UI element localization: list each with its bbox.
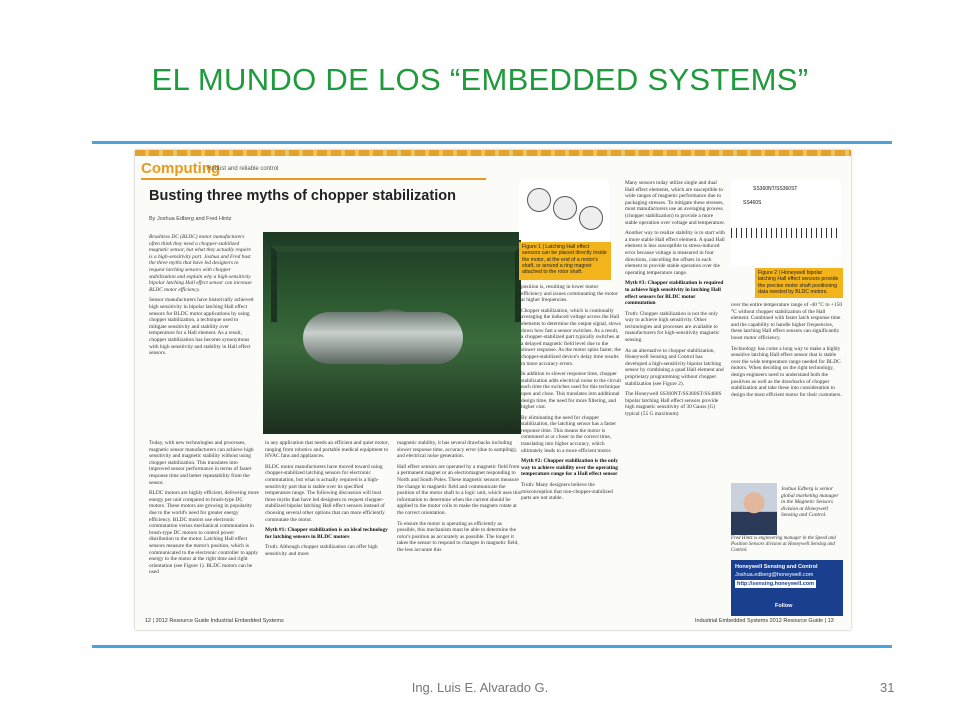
lead-text: Brushless DC (BLDC) motor manufacturers often think they need a chopper-stabilized magnetic sensor, but what they actually require is a high-sensitivity part. Joshua and Fred bust the three myths that have led designers to request latching sensors with chopper stabilization and explain why a high-sensitivity bipolar latching Hall effect sensor can increase BLDC motor efficiency. (149, 234, 252, 293)
body-paragraph: As an alternative to chopper stabilization, Honeywell Sensing and Control has developed a high-sensitivity bipolar latching sensor by combining a quad Hall element and proprietary programming without chopper stabilization (see Figure 2). (625, 347, 724, 387)
section-label: Computing (141, 160, 221, 177)
magazine-top-bar (135, 150, 851, 156)
figure-2-caption: Figure 2 | Honeywell bipolar latching Hall effect sensors provide the precise motor shaft positioning data needed by BLDC motors. (755, 268, 843, 298)
page-footer-right: Industrial Embedded Systems 2012 Resource Guide | 13 (695, 618, 834, 624)
body-paragraph: Many sensors today utilize single and dual Hall effect elements, which are susceptible to wide ranges of magnetic performance due to packaging stresses. To mitigate these stresses, most manufacturers use an averaging process (chopper stabilization) to provide a more stable operation over voltage and temperature. (625, 180, 725, 226)
section-sub: Robust and reliable control (207, 166, 279, 172)
sensor-disc-icon (579, 206, 603, 230)
author-2-bio: Fred Hintz is engineering manager in the Speed and Position Sensors division at Honeywell Sensing and Control. (731, 536, 836, 553)
article-byline: By Joshua Edberg and Fred Hintz (149, 216, 232, 222)
myth-3-heading: Myth #3: Chopper stabilization is required to achieve high sensitivity in latching Hall effect sensors for BLDC motor commutation (625, 280, 724, 307)
column-1 (149, 234, 255, 361)
section-rule (141, 178, 486, 180)
body-paragraph: By eliminating the need for chopper stabilization, the latching sensor has a faster response time. This means the motor is commuted at or closer to the correct time, translating into higher accuracy, which ultimately leads to a more efficient motor. (521, 414, 617, 454)
body-paragraph: over the entire temperature range of -40 °C to +150 °C without chopper stabilization of the Hall element. Combined with faster latch response time and the capability to handle higher frequencies, these latching Hall effect sensors can significantly boost motor efficiency. (731, 302, 843, 341)
body-paragraph: To ensure the motor is operating as efficiently as possible, this mechanism must be able to determine the rotor's position as accurately as possible. The longer it takes the sensor to respond to changes in magnetic field, the less accurate this (397, 520, 519, 553)
footer-page-number: 31 (880, 680, 895, 695)
author-1-bio: Joshua Edberg is senior global marketing manager in the Magnetic Sensors division at Honeywell Sensing and Control. (781, 486, 839, 519)
slide-title: EL MUNDO DE LOS “EMBEDDED SYSTEMS” (151, 62, 809, 97)
body-paragraph: Another way to realize stability is to start with a more stable Hall effect element. A quad Hall element is less susceptible to stress-induced error because voltage is measured in four directions, cancelling the offsets in each element to provide stable operation over the operating temperature range. (625, 230, 726, 276)
body-paragraph: BLDC motors are highly efficient, delivering more energy per unit compared to brush-type DC motors. These motors are growing in popularity due to the world's need for greater energy efficiency. BLDC motors use electronic commutation versus mechanical commutation in brush-type DC motors to control power distribution to the motor. Latching Hall effect sensors measure the motor's position, which is communicated to the electronic controller to apply energy to the motor at the right time and right orientation (see Figure 1). BLDC motors can be used (149, 490, 259, 576)
column-4 (521, 284, 621, 506)
ruler-ticks (731, 228, 841, 238)
sensor-disc-icon (553, 196, 577, 220)
promo-url: http://sensing.honeywell.com (737, 581, 815, 587)
motor-factory-photo (263, 232, 521, 434)
figure-1-image (519, 180, 609, 240)
motor-drum (303, 312, 463, 364)
machine-frame (271, 246, 521, 322)
author-photo (731, 483, 777, 535)
column-1b (149, 440, 259, 580)
body-paragraph: Chopper stabilization, which is continually averaging the induced voltage across the Hall elements to determine the output signal, slows down how fast a sensor switches. As a result, a chopper-stabilized part typically switches at a delayed magnetic field level due to the slower response. As the motor spins faster, the chopper-stabilized device's delay time results in more accuracy errors. (521, 307, 621, 367)
page-footer-left: 12 | 2012 Resource Guide Industrial Embedded Systems (145, 618, 284, 624)
body-paragraph: Technology has come a long way to make a highly sensitive latching Hall effect sensor that is stable over the wide temperature range needed for BLDC motors. When deciding on the right technology, design engineers need to understand both the positives as well as the drawbacks of chopper stabilization and take these into consideration to design the most efficient motor for their customers. (731, 345, 842, 398)
body-paragraph: Today, with new technologies and processes, magnetic sensor manufacturers can achieve high sensitivity and magnetic stability without using chopper stabilization. This translates into improved sensor performance in terms of faster response time and better repeatability from the sensor. (149, 440, 254, 486)
figure-2-part-label: SS360NT/SS360ST (753, 186, 798, 192)
figure-2-part-label: SS460S (743, 200, 762, 206)
top-divider (92, 141, 892, 144)
promo-email: Joshua.edberg@honeywell.com (735, 572, 814, 578)
figure-2-image (731, 180, 841, 266)
bottom-divider (92, 645, 892, 648)
column-2 (265, 440, 389, 562)
myth-1-truth: Truth: Although chopper stabilization can offer high sensitivity and more (265, 544, 378, 557)
body-paragraph: position is, resulting in lower motor efficiency and issues commutating the motor at higher frequencies. (521, 284, 618, 304)
honeywell-contact-box (731, 560, 843, 616)
myth-3-truth: Truth: Chopper stabilization is not the only way to achieve high sensitivity. Other technologies and processes are available to manufacturers for high-sensitivity magnetic sensing. (625, 310, 720, 344)
myth-2-heading: Myth #2: Chopper stabilization is the only way to achieve stability over the operating temperature range for a Hall effect sensor (521, 458, 618, 478)
myth-1-heading: Myth #1: Chopper stabilization is an ideal technology for latching sensors in BLDC motors (265, 527, 388, 540)
footer-author: Ing. Luis E. Alvarado G. (411, 680, 549, 695)
promo-title: Honeywell Sensing and Control (735, 564, 818, 570)
column-5 (625, 180, 725, 422)
body-paragraph: The Honeywell SS360NT/SS360ST/SS460S bipolar latching Hall effect sensors provide high magnetic sensitivity of 30 Gauss (G) typical (55 G maximum) (625, 391, 722, 417)
column-3 (397, 440, 521, 558)
body-paragraph: in any application that needs an efficient and quiet motor, ranging from robotics and portable medical equipment to HVAC fans and appliances. (265, 440, 389, 460)
sensor-disc-icon (527, 188, 551, 212)
body-paragraph: Sensor manufacturers have historically achieved high sensitivity in bipolar latching Hall effect sensors for BLDC motor applications by using chopper stabilization, a technique used to mitigate sensitivity and stability over temperature for a Hall element. As a result, chopper stabilization has become synonymous with high sensitivity and stability in Hall effect sensors. (149, 297, 254, 357)
body-paragraph: Hall effect sensors are operated by a magnetic field from a permanent magnet or an electromagnet responding to North and South Poles. These magnetic sensors measure the change in magnetic field and communicate the position of the motor shaft to a logic unit, which uses this information to determine when the current should be applied to the motor coils to make the magnets rotate at the correct orientation. (397, 463, 521, 516)
magazine-spread-image (135, 150, 851, 630)
body-paragraph: BLDC motor manufacturers have moved toward using chopper-stabilized latching sensors for electronic commutation, but what is actually required is a high-sensitivity part that is stable over its specified temperature range. The following discussion will bust three myths that have led designers to request chopper-stabilized bipolar latching Hall effect sensors instead of choosing several other options that can more efficiently commutate the motor. (265, 463, 385, 523)
myth-2-truth: Truth: Many designers believe the misconception that non-chopper-stabilized parts are not stable. (521, 482, 613, 502)
body-paragraph: magnetic stability, it has several drawbacks including slower response time, accuracy error (due to sampling), and electrical noise generation. (397, 440, 517, 460)
body-paragraph: In addition to slower response time, chopper stabilization adds electrical noise to the circuit each time the switches used for this technique open and close. This translates into additional design time, the need for more filtering, and higher cost. (521, 371, 621, 411)
article-headline: Busting three myths of chopper stabilization (149, 188, 456, 204)
column-6 (731, 302, 843, 402)
figure-1-caption: Figure 1 | Latching Hall effect sensors can be placed directly inside the motor, at the end of a motor's shaft, or around a ring magnet attached to the rotor shaft. (519, 242, 611, 280)
promo-follow: Follow (775, 603, 793, 609)
